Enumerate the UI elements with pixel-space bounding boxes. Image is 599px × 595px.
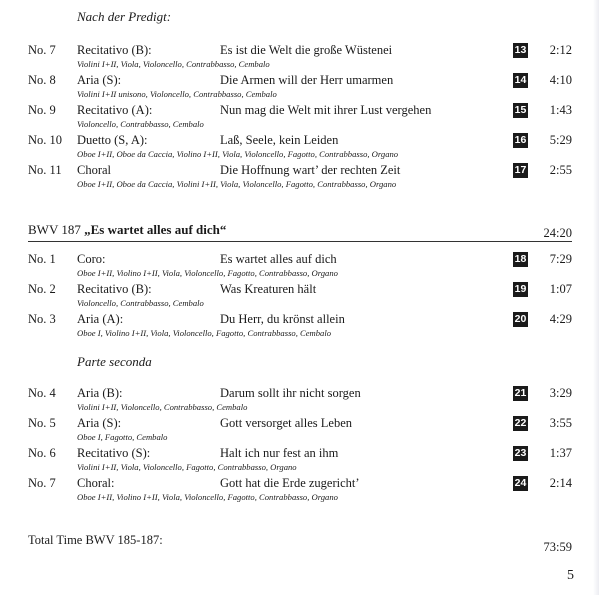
cantata-label [28, 222, 226, 238]
track-duration: 2:14 [549, 476, 572, 490]
instrumentation: Oboe I+II, Violino I+II, Viola, Violoncello, Fagotto, Contrabbasso, Organo [77, 492, 338, 502]
track-duration: 1:07 [549, 282, 572, 296]
track-number-badge: 21 [514, 387, 527, 399]
instrumentation: Violini I+II, Viola, Violoncello, Contrabbasso, Cembalo [77, 59, 270, 69]
page-number: 5 [567, 568, 574, 583]
movement-number: No. 1 [28, 252, 56, 266]
movement-title: Es wartet alles auf dich [220, 252, 337, 266]
track-number-badge: 22 [514, 417, 527, 429]
movement-type: Recitativo (A): [77, 103, 153, 117]
movement-title: Was Kreaturen hält [220, 282, 317, 296]
track-row [0, 133, 599, 163]
track-duration: 1:43 [549, 103, 572, 117]
track-row [0, 312, 599, 342]
track-number-badge: 16 [514, 134, 527, 146]
track-row [0, 103, 599, 133]
movement-title: Du Herr, du krönst allein [220, 312, 345, 326]
movement-title: Es ist die Welt die große Wüstenei [220, 43, 393, 57]
section-heading-part-two: Parte seconda [77, 354, 152, 369]
track-duration: 2:55 [549, 163, 572, 177]
track-number-badge: 20 [514, 313, 527, 325]
movement-type: Aria (S): [77, 73, 122, 87]
track-duration: 5:29 [549, 133, 572, 147]
movement-title: Die Hoffnung wart’ der rechten Zeit [220, 163, 401, 177]
movement-number: No. 4 [28, 386, 56, 400]
movement-type: Duetto (S, A): [77, 133, 148, 147]
track-number-badge: 13 [514, 44, 527, 56]
instrumentation: Violini I+II, Viola, Violoncello, Fagotto, Contrabbasso, Organo [77, 462, 297, 472]
track-number-badge: 17 [514, 164, 527, 176]
movement-type: Recitativo (S): [77, 446, 151, 460]
movement-number: No. 2 [28, 282, 56, 296]
instrumentation: Oboe I, Fagotto, Cembalo [77, 432, 168, 442]
cantata-total-time: 24:20 [543, 226, 572, 240]
instrumentation: Violoncello, Contrabbasso, Cembalo [77, 298, 204, 308]
track-duration: 2:12 [549, 43, 572, 57]
movement-type: Recitativo (B): [77, 282, 152, 296]
movement-number: No. 9 [28, 103, 56, 117]
track-row [0, 163, 599, 193]
track-row [0, 446, 599, 476]
track-number-badge: 19 [514, 283, 527, 295]
track-number-badge: 18 [514, 253, 527, 265]
movement-title: Laß, Seele, kein Leiden [220, 133, 339, 147]
track-row [0, 476, 599, 506]
total-time-label: Total Time BWV 185-187: [28, 533, 163, 547]
movement-number: No. 5 [28, 416, 56, 430]
track-row [0, 386, 599, 416]
instrumentation: Oboe I, Violino I+II, Viola, Violoncello, Fagotto, Contrabbasso, Cembalo [77, 328, 332, 338]
track-duration: 7:29 [549, 252, 572, 266]
instrumentation: Violoncello, Contrabbasso, Cembalo [77, 119, 204, 129]
track-row [0, 416, 599, 446]
movement-number: No. 7 [28, 43, 56, 57]
movement-type: Aria (A): [77, 312, 124, 326]
track-row [0, 43, 599, 73]
movement-number: No. 3 [28, 312, 56, 326]
track-duration: 3:55 [549, 416, 572, 430]
track-number-badge: 14 [514, 74, 527, 86]
track-duration: 4:29 [549, 312, 572, 326]
movement-type: Coro: [77, 252, 106, 266]
instrumentation: Oboe I+II, Oboe da Caccia, Violino I+II, Viola, Violoncello, Fagotto, Contrabbasso, Organo [77, 149, 399, 159]
track-row [0, 252, 599, 282]
movement-number: No. 7 [28, 476, 56, 490]
movement-number: No. 11 [28, 163, 62, 177]
movement-title: Nun mag die Welt mit ihrer Lust vergehen [220, 103, 432, 117]
movement-title: Darum sollt ihr nicht sorgen [220, 386, 361, 400]
movement-title: Gott hat die Erde zugericht’ [220, 476, 360, 490]
cantata-number: BWV 187 [28, 222, 81, 237]
track-duration: 3:29 [549, 386, 572, 400]
track-duration: 4:10 [549, 73, 572, 87]
track-number-badge: 23 [514, 447, 527, 459]
movement-title: Halt ich nur fest an ihm [220, 446, 339, 460]
movement-title: Die Armen will der Herr umarmen [220, 73, 394, 87]
track-row [0, 73, 599, 103]
movement-type: Choral [77, 163, 112, 177]
movement-type: Aria (S): [77, 416, 122, 430]
instrumentation: Violini I+II unisono, Violoncello, Contrabbasso, Cembalo [77, 89, 277, 99]
movement-type: Aria (B): [77, 386, 123, 400]
track-row [0, 282, 599, 312]
cantata-heading [28, 222, 572, 242]
instrumentation: Oboe I+II, Violino I+II, Viola, Violoncello, Fagotto, Contrabbasso, Organo [77, 268, 338, 278]
instrumentation: Violini I+II, Violoncello, Contrabbasso, Cembalo [77, 402, 248, 412]
movement-title: Gott versorget alles Leben [220, 416, 353, 430]
total-time-value: 73:59 [543, 540, 572, 554]
cantata-title: „Es wartet alles auf dich“ [84, 222, 227, 237]
track-duration: 1:37 [549, 446, 572, 460]
section-heading-after-sermon: Nach der Predigt: [77, 9, 172, 24]
movement-number: No. 6 [28, 446, 56, 460]
track-number-badge: 15 [514, 104, 527, 116]
track-number-badge: 24 [514, 477, 527, 489]
movement-number: No. 10 [28, 133, 63, 147]
movement-type: Recitativo (B): [77, 43, 152, 57]
instrumentation: Oboe I+II, Oboe da Caccia, Violini I+II, Viola, Violoncello, Fagotto, Contrabbasso, Organo [77, 179, 397, 189]
movement-type: Choral: [77, 476, 115, 490]
movement-number: No. 8 [28, 73, 56, 87]
